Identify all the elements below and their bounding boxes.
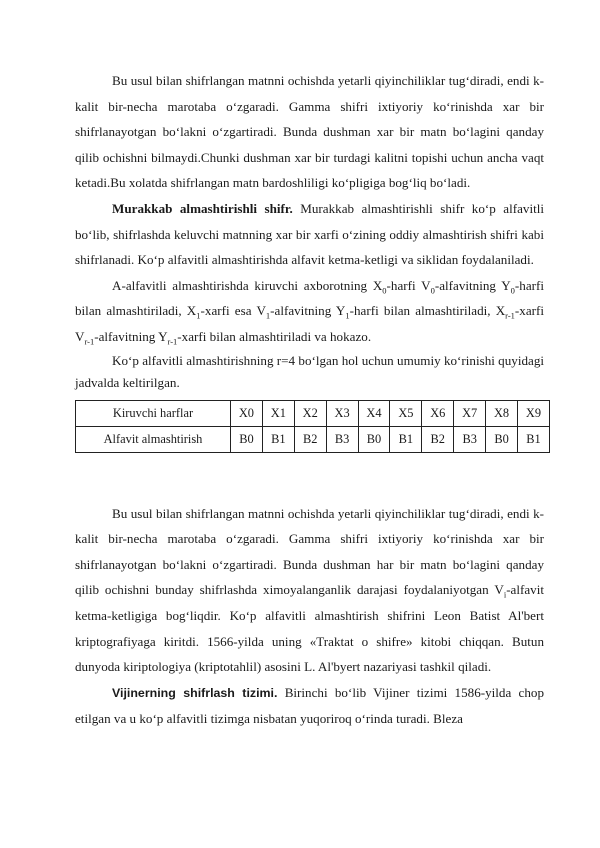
- paragraph-vijiner: [75, 680, 544, 732]
- table-row: [76, 400, 550, 426]
- vijiner-text: Birinchi bo‘lib Vijiner tizimi 1586-yilda chop etilgan va u ko‘p alfavitli tizimga nisbatan yuqoriroq o‘rinda turadi. Bleza: [75, 684, 544, 727]
- table-cell: X9: [518, 400, 550, 426]
- heading-vijiner: Vijinerning shifrlash tizimi.: [112, 685, 278, 700]
- table-cell: B1: [390, 426, 422, 452]
- table-cell: B1: [262, 426, 294, 452]
- table-cell: B3: [454, 426, 486, 452]
- table-cell: X0: [231, 400, 263, 426]
- spacer: [75, 453, 544, 501]
- table-cell: X7: [454, 400, 486, 426]
- table-cell: X8: [486, 400, 518, 426]
- table-cell: B2: [294, 426, 326, 452]
- table-cell: X5: [390, 400, 422, 426]
- table-cell: B0: [486, 426, 518, 452]
- table-cell: B1: [518, 426, 550, 452]
- paragraph-table-intro: Ko‘p alfavitli almashtirishning r=4 bo‘lgan hol uchun umumiy ko‘rinishi quyidagi jadvalda keltirilgan.: [75, 352, 544, 390]
- table-cell: X2: [294, 400, 326, 426]
- paragraph-albert: Bu usul bilan shifrlangan matnni ochishda yetarli qiyinchiliklar tug‘diradi, endi k-kalit bir-necha marotaba o‘zgaradi. Gamma shifri ixtiyoriy ko‘rinishda xar bir shifrlanayotgan bo‘lakni o‘zgartiradi. Bunda dushman har bir matn bo‘lagini qanday qilib ochishni bunday shifrlashda ximoyalanganlik darajasi foydalaniyotgan $V_i$-alfavit ketma-ketligiga bog‘liqdir. Ko‘p alfavitli almashtirish shifrini Leon Batist Al'bert kriptografiyaga kiritdi. 1566-yilda uning «Traktat o shifre» kitobi chiqqan. Butun dunyoda kiriptologiya (kriptotahlil) asosini L. Al'byert nazariyasi tashkil qiladi.: [75, 505, 544, 675]
- row-label-input: Kiruvchi harflar: [76, 400, 231, 426]
- table-cell: X4: [358, 400, 390, 426]
- table-cell: X1: [262, 400, 294, 426]
- table-cell: B0: [358, 426, 390, 452]
- table-row: [76, 426, 550, 452]
- murakkab-text: Murakkab almashtirishli shifr ko‘p alfavitli bo‘lib, shifrlashda keluvchi matnning xar bir xarfi o‘zining oddiy almashtirish shifri kabi shifrlanadi. Ko‘p alfavitli almashtirishda alfavit ketma-ketligi va siklidan foydalaniladi.: [75, 200, 544, 268]
- paragraph-murakkab: [75, 196, 544, 273]
- alphabet-table: [75, 400, 550, 453]
- table-cell: B0: [231, 426, 263, 452]
- table-cell: B3: [326, 426, 358, 452]
- heading-murakkab: Murakkab almashtirishli shifr.: [112, 200, 293, 216]
- paragraph-alfavit-rule: A-alfavitli almashtirishda kiruvchi axborotning $X_0$-harfi $V_0$-alfavitning $Y_0$-harfi bilan almashtiriladi, $X_1$-xarfi esa $V_1$-alfavitning $Y_1$-harfi bilan almashtiriladi, $X_{r-1}$-xarfi $V_{r-1}$-alfavitning $Y_{r-1}$-xarfi bilan almashtiriladi va hokazo.: [75, 277, 544, 347]
- table-cell: X3: [326, 400, 358, 426]
- paragraph-gamma-intro: Bu usul bilan shifrlangan matnni ochishda yetarli qiyinchiliklar tug‘diradi, endi k-kalit bir-necha marotaba o‘zgaradi. Gamma shifri ixtiyoriy ko‘rinishda xar bir shifrlanayotgan bo‘lakni o‘zgartiradi. Bunda dushman xar bir matn bo‘lagini qanday qilib ochishni bilmaydi.Chunki dushman xar bir turdagi kalitni topishi uchun ancha vaqt ketadi.Bu xolatda shifrlangan matn bardoshliligi ko‘pligiga bog‘liq bo‘ladi.: [75, 73, 544, 191]
- table-cell: X6: [422, 400, 454, 426]
- table-cell: B2: [422, 426, 454, 452]
- row-label-alphabet: Alfavit almashtirish: [76, 426, 231, 452]
